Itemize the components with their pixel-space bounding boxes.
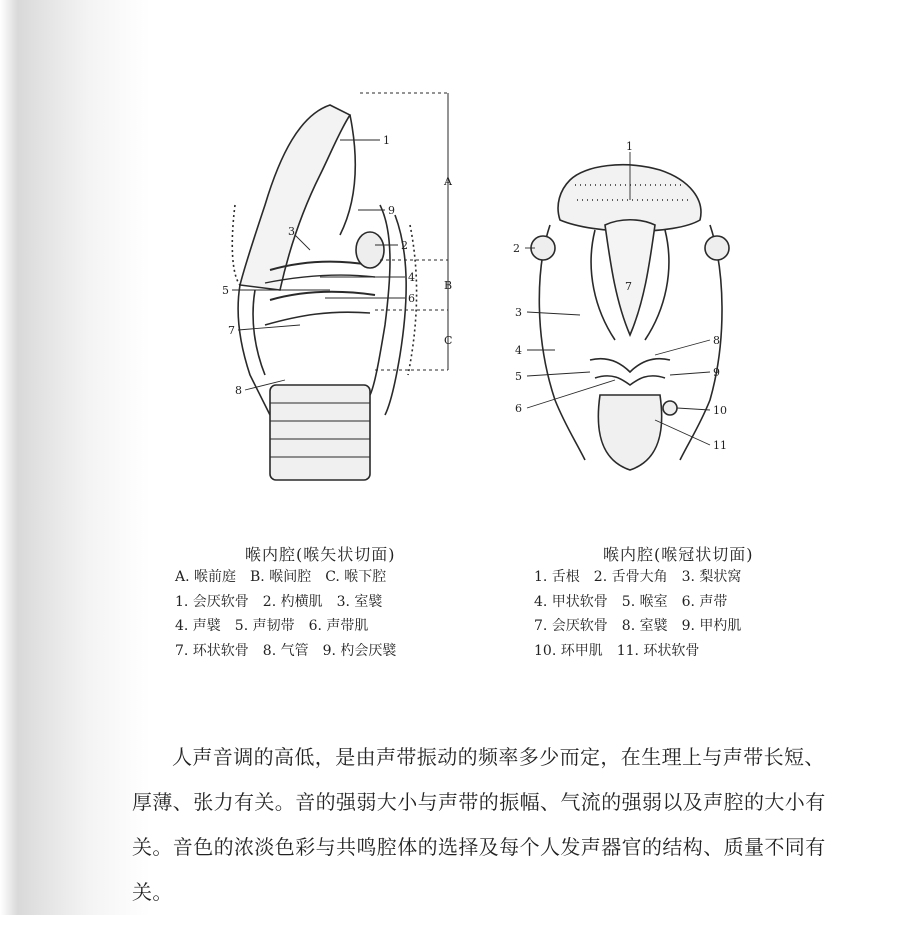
larynx-coronal-drawing xyxy=(505,140,745,490)
right-caption-title: 喉内腔(喉冠状切面) xyxy=(603,545,754,564)
right-legend xyxy=(534,565,741,663)
right-callout-2: 2 xyxy=(513,242,520,255)
left-callout-9: 9 xyxy=(388,204,395,217)
left-legend xyxy=(175,565,396,663)
larynx-coronal-figure xyxy=(505,140,745,490)
right-legend-row: 7. 会厌软骨 8. 室襞 9. 甲杓肌 xyxy=(534,618,742,634)
larynx-sagittal-figure xyxy=(210,85,470,495)
region-label-a: A xyxy=(444,175,452,188)
left-callout-4: 4 xyxy=(408,271,415,284)
left-callout-2: 2 xyxy=(401,239,408,252)
page-gutter-shadow xyxy=(0,0,150,915)
left-callout-1: 1 xyxy=(383,134,390,147)
right-callout-8: 8 xyxy=(713,334,720,347)
right-legend-row: 4. 甲状软骨 5. 喉室 6. 声带 xyxy=(534,593,728,610)
right-callout-5: 5 xyxy=(515,370,522,383)
right-legend-row: 10. 环甲肌 11. 环状软骨 xyxy=(534,642,700,659)
right-callout-9: 9 xyxy=(713,366,720,379)
body-paragraph: 人声音调的高低，是由声带振动的频率多少而定，在生理上与声带长短、厚薄、张力有关。音的强弱大小与声带的振幅、气流的强弱以及声腔的大小有关。音色的浓淡色彩与共鸣腔体的选择及每个人发声器官的结构、质量不同有关。 xyxy=(132,745,826,904)
left-callout-5: 5 xyxy=(222,284,229,297)
left-callout-3: 3 xyxy=(288,225,295,238)
left-legend-row: A. 喉前庭 B. 喉间腔 C. 喉下腔 xyxy=(175,569,387,585)
larynx-sagittal-drawing xyxy=(210,85,470,495)
region-label-b: B xyxy=(444,279,453,292)
body-text-block xyxy=(132,735,837,915)
right-callout-1: 1 xyxy=(626,140,633,153)
right-legend-row: 1. 舌根 2. 舌骨大角 3. 梨状窝 xyxy=(534,569,742,585)
right-callout-11: 11 xyxy=(713,439,727,452)
left-legend-row: 7. 环状软骨 8. 气管 9. 杓会厌襞 xyxy=(175,642,397,659)
left-callout-8: 8 xyxy=(235,384,242,397)
left-callout-7: 7 xyxy=(228,324,235,337)
right-callout-10: 10 xyxy=(713,404,727,417)
left-caption-title: 喉内腔(喉矢状切面) xyxy=(245,545,396,564)
right-callout-7: 7 xyxy=(625,280,632,293)
region-label-c: C xyxy=(444,334,453,347)
right-callout-6: 6 xyxy=(515,402,522,415)
right-callout-4: 4 xyxy=(515,344,522,357)
left-legend-row: 1. 会厌软骨 2. 杓横肌 3. 室襞 xyxy=(175,593,383,610)
right-callout-3: 3 xyxy=(515,306,522,319)
left-callout-6: 6 xyxy=(408,292,415,305)
left-legend-row: 4. 声襞 5. 声韧带 6. 声带肌 xyxy=(175,618,369,634)
